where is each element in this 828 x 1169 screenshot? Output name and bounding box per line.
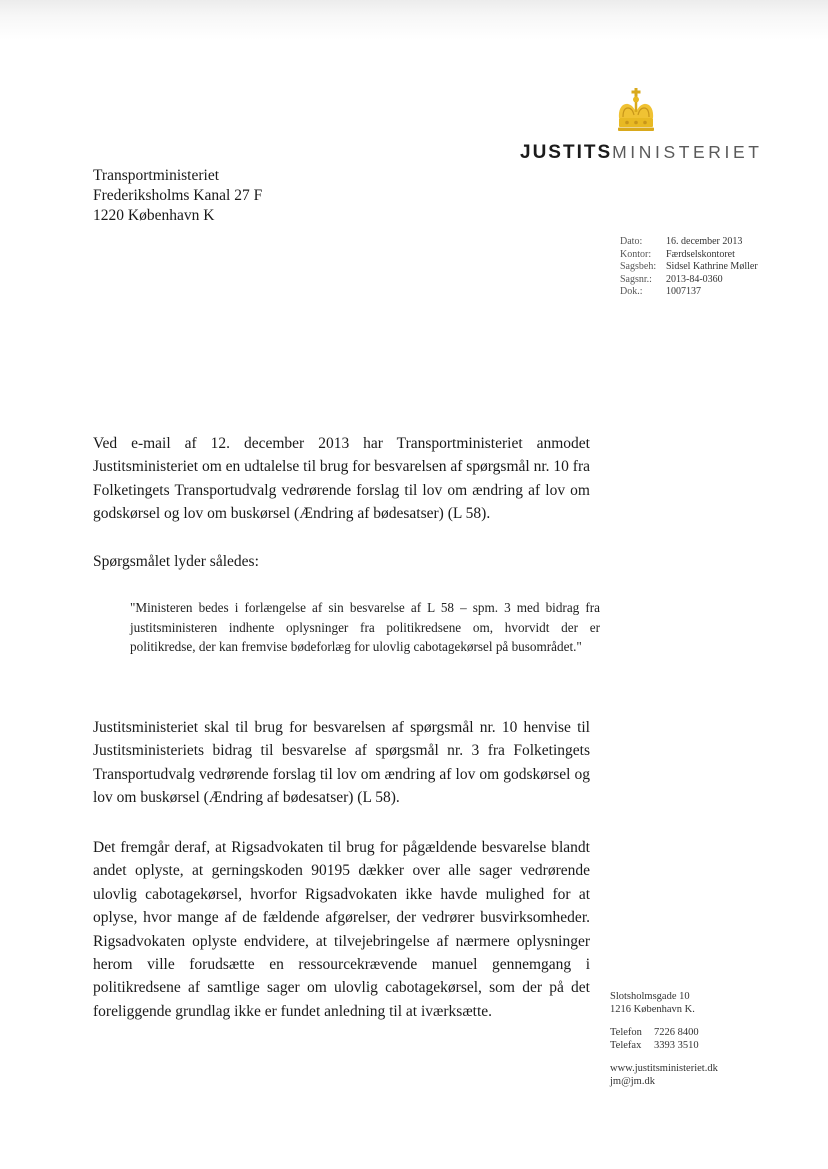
logo-wordmark [520,142,765,164]
meta-label: Sagsbeh: [620,261,657,272]
meta-row-case-number [620,274,758,287]
meta-row-caseworker [620,261,758,274]
document-meta [620,236,758,299]
meta-row-document [620,286,758,299]
ministry-city: 1216 København K. [610,1004,695,1015]
body-paragraph-1: Ved e-mail af 12. december 2013 har Transportministeriet anmodet Justitsministeriet om en udtalelse til brug for besvarelsen af spørgsmål nr. 10 fra Folketingets Transportudvalg vedrørende forslag til lov om ændring af lov om godskørsel og lov om buskørsel (Ændring af bødesatser) (L 58). [93,435,590,523]
recipient-name: Transportministeriet [93,167,220,184]
meta-value: 16. december 2013 [666,236,743,247]
phone-row [610,1026,718,1039]
meta-value: 2013-84-0360 [666,273,723,285]
body-paragraph-4: Det fremgår deraf, at Rigsadvokaten til brug for pågældende besvarelse blandt andet oplyste, at gerningskoden 90195 dækker over alle sager vedrørende ulovlig cabotagekørsel, hvorfor Rigsadvokaten ikke havde mulighed for at oplyse, hvor mange af de fældende afgørelser, der vedrører busvirksomheder. Rigsadvokaten oplyste endvidere, at tilvejebringelse af nærmere oplysninger herom ville forudsætte en ressourcekrævende manuel gennemgang i politikredsene af samtlige sager om ulovlig cabotagekørsel, som der på det foreliggende grundlag ikke er fundet anledning til at iværksætte. [93,839,590,1020]
meta-label: Dok.: [620,286,643,297]
fax-row [610,1039,718,1052]
recipient-address [93,166,262,226]
fax-label: Telefax [610,1040,642,1051]
body-paragraph-2: Spørgsmålet lyder således: [93,553,259,570]
logo-wordmark-bold: JUSTITS [520,142,613,163]
quoted-question: "Ministeren bedes i forlængelse af sin besvarelse af L 58 – spm. 3 med bidrag fra justitsministeren indhente oplysninger fra politikredsene om, hvorvidt der er politikredse, der kan fremvise bødeforlæg for ulovlig cabotagekørsel på busområdet." [130,600,600,654]
website-link[interactable]: www.justitsministeriet.dk [610,1063,718,1074]
phone-label: Telefon [610,1027,642,1038]
meta-row-date [620,236,758,249]
email-link[interactable]: jm@jm.dk [610,1076,655,1087]
meta-label: Sagsnr.: [620,273,652,285]
logo-wordmark-light: MINISTERIET [612,142,763,162]
spacer [610,1016,718,1026]
page-shade [0,0,828,40]
phone-number: 7226 8400 [654,1027,699,1038]
ministry-logo [520,88,765,168]
recipient-street: Frederiksholms Kanal 27 F [93,187,263,204]
recipient-city: 1220 København K [93,207,215,224]
spacer [610,1052,718,1062]
meta-label: Dato: [620,236,643,247]
meta-label: Kontor: [620,248,652,260]
meta-value: 1007137 [666,286,701,297]
crown-icon [615,88,657,134]
meta-row-office [620,249,758,262]
body-paragraph-3: Justitsministeriet skal til brug for besvarelsen af spørgsmål nr. 10 henvise til Justitsministeriets bidrag til besvarelse af spørgsmål nr. 3 fra Folketingets Transportudvalg vedrørende forslag til lov om ændring af lov om godskørsel og lov om buskørsel (Ændring af bødesatser) (L 58). [93,719,590,807]
meta-value: Sidsel Kathrine Møller [666,261,758,272]
meta-value: Færdselskontoret [666,248,735,260]
ministry-contact [610,990,718,1088]
ministry-street: Slotsholmsgade 10 [610,991,690,1002]
fax-number: 3393 3510 [654,1040,699,1051]
